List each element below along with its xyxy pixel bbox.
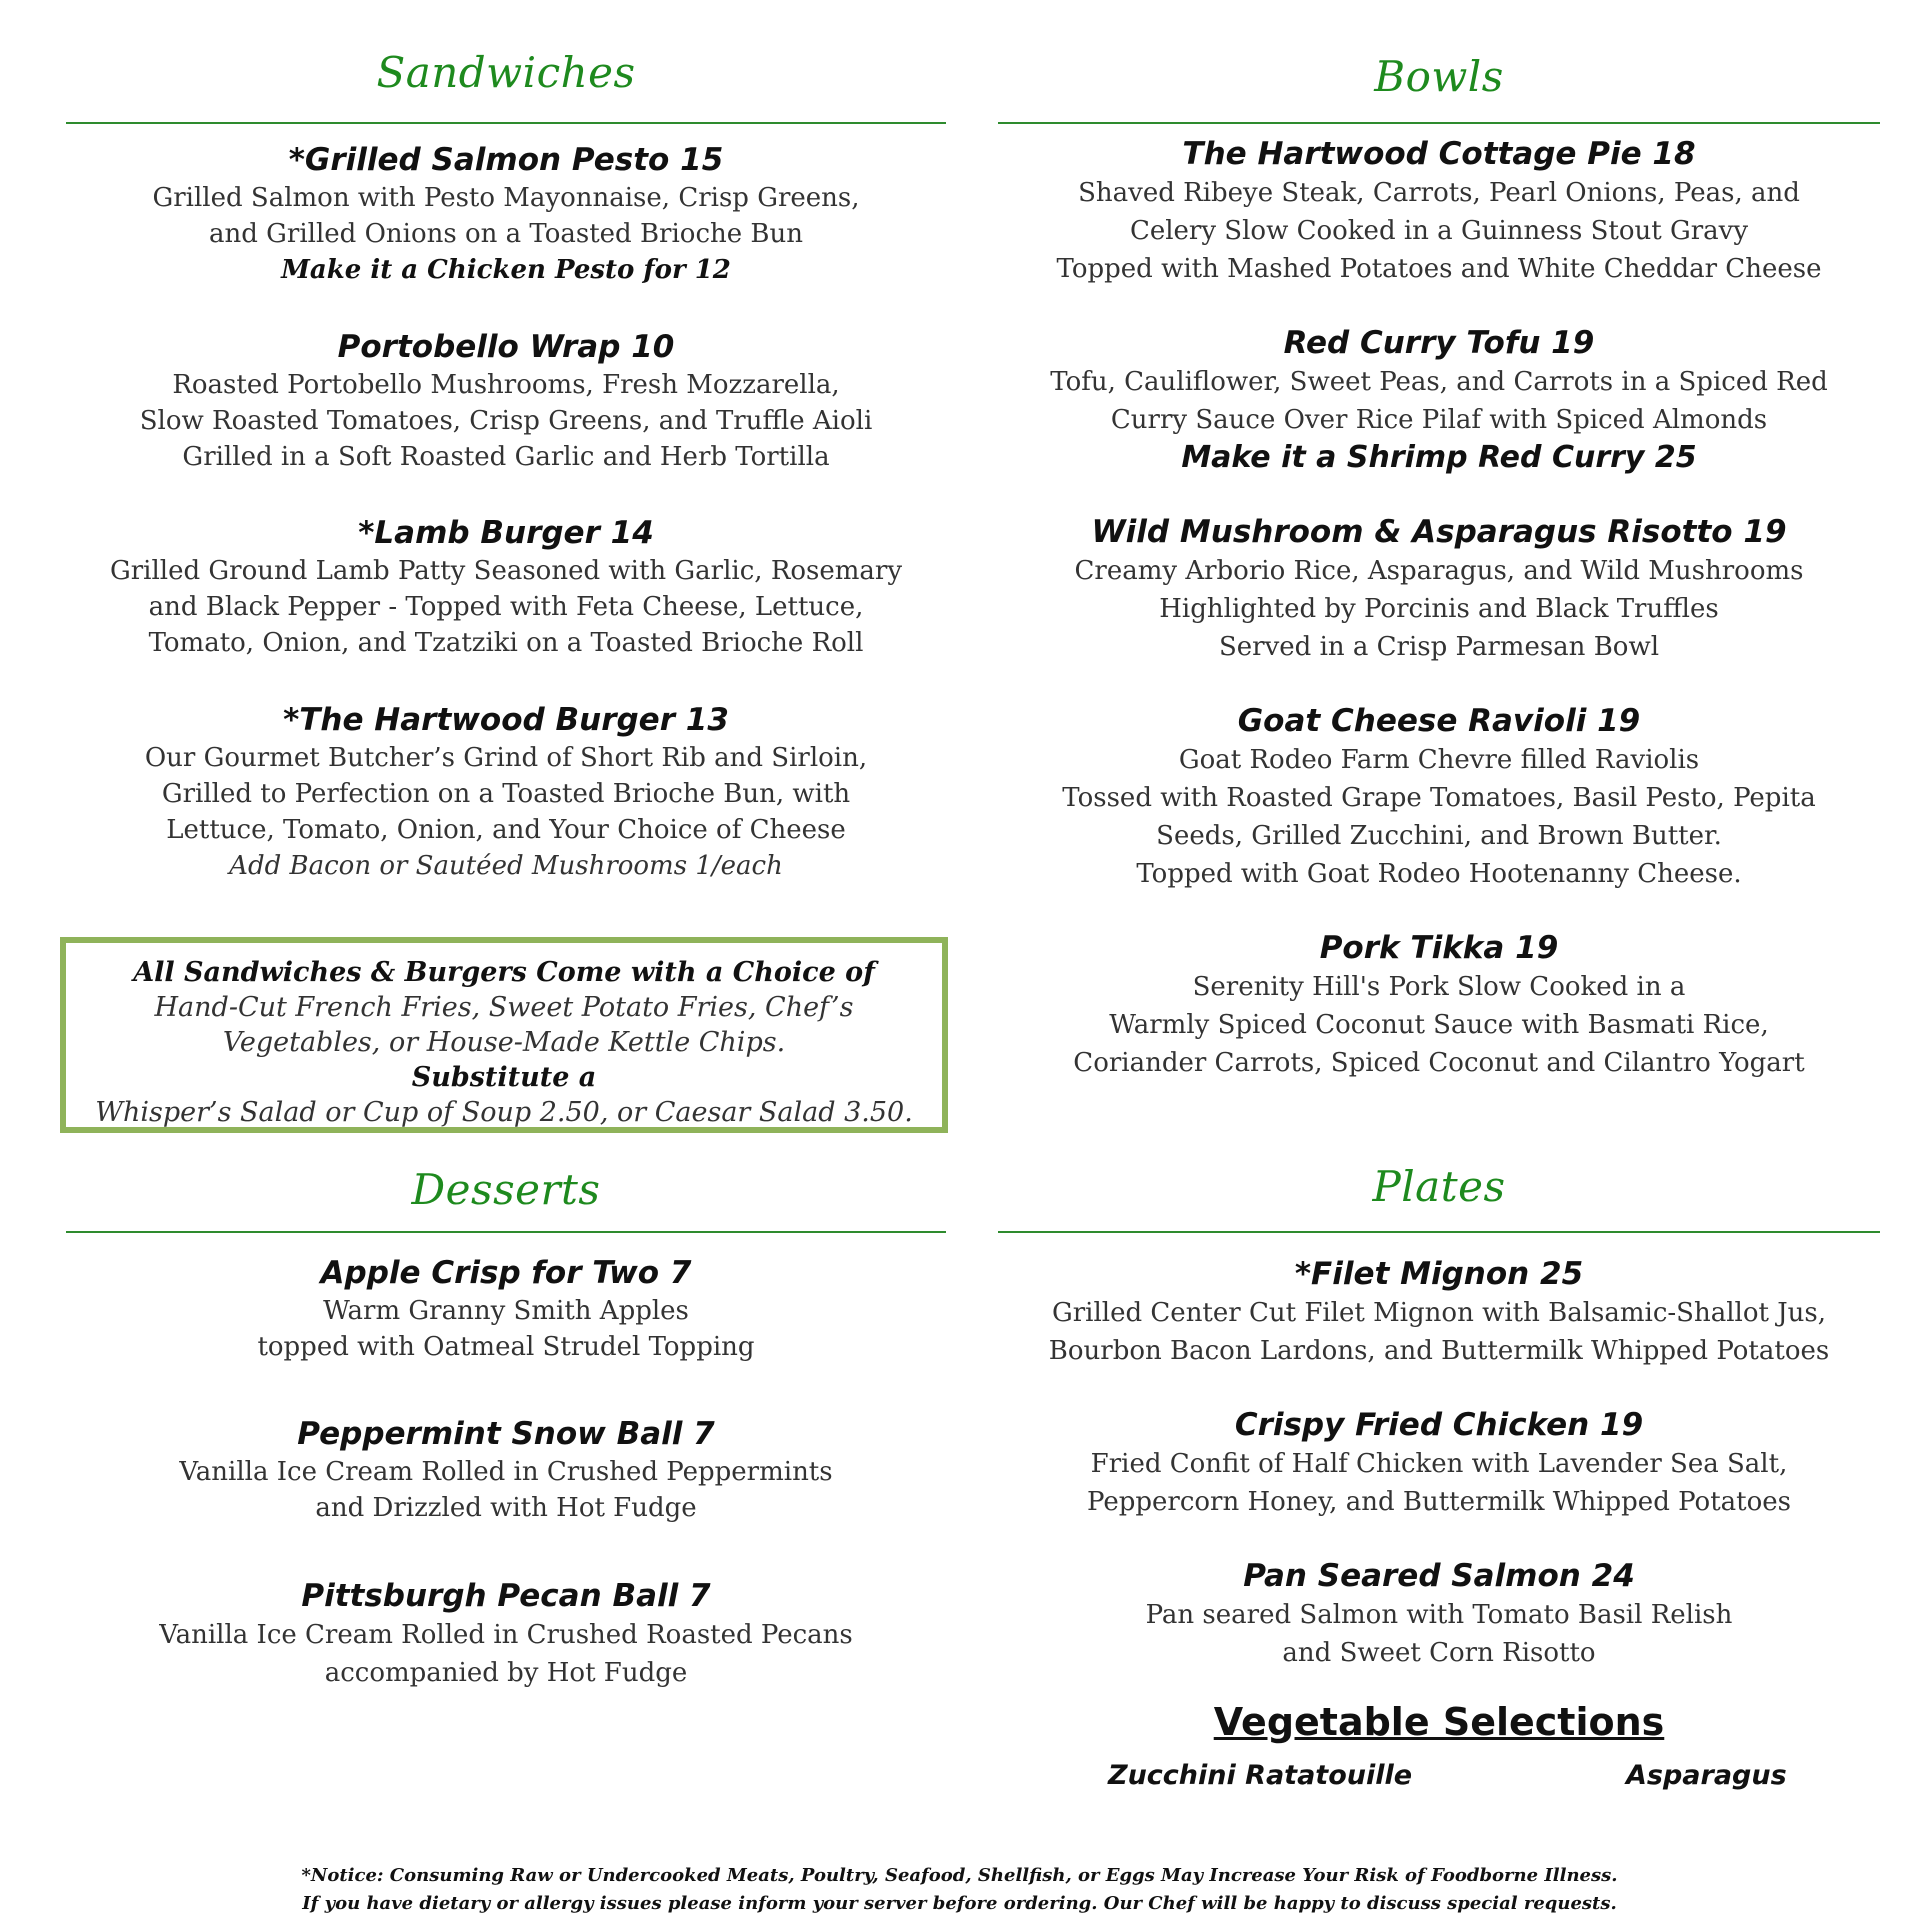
item-description: Tofu, Cauliflower, Sweet Peas, and Carrots in a Spiced Red Curry Sauce Over Rice Pilaf with Spiced Almonds (1050, 367, 1828, 435)
item-description: Fried Confit of Half Chicken with Lavender Sea Salt, Peppercorn Honey, and Buttermilk Whipped Potatoes (1087, 1449, 1791, 1517)
sides-substitute: Substitute a (411, 1062, 597, 1093)
item-description: Warm Granny Smith Apples topped with Oatmeal Strudel Topping (257, 1296, 755, 1362)
vegetable-selections-title: Vegetable Selections (1213, 1700, 1665, 1744)
allergy-notice (0, 1862, 1919, 1918)
item-name: Portobello Wrap 10 (337, 329, 675, 365)
bowls-title: Bowls (1374, 52, 1504, 101)
sides-text: Whisper’s Salad or Cup of Soup 2.50, or Caesar Salad 3.50. (95, 1097, 913, 1128)
item-description: Grilled Ground Lamb Patty Seasoned with Garlic, Rosemary and Black Pepper - Topped with Feta Cheese, Lettuce, Tomato, Onion, and Tzatziki on a Toasted Brioche Roll (109, 556, 903, 658)
item-name: The Hartwood Cottage Pie 18 (1182, 136, 1696, 172)
item-option: Make it a Shrimp Red Curry 25 (1181, 440, 1697, 475)
item-description: Creamy Arborio Rice, Asparagus, and Wild Mushrooms Highlighted by Porcinis and Black Truffles Served in a Crisp Parmesan Bowl (1074, 556, 1804, 662)
sides-text: Vegetables, or House-Made Kettle Chips. (222, 1027, 786, 1058)
sides-text: Hand-Cut French Fries, Sweet Potato Fries, Chef’s (154, 992, 854, 1023)
item-description: Grilled Salmon with Pesto Mayonnaise, Crisp Greens, and Grilled Onions on a Toasted Brioche Bun (152, 183, 860, 249)
item-description: Pan seared Salmon with Tomato Basil Relish and Sweet Corn Risotto (1145, 1600, 1733, 1668)
item-name: Crispy Fried Chicken 19 (1234, 1407, 1644, 1443)
item-description: Vanilla Ice Cream Rolled in Crushed Roasted Pecans accompanied by Hot Fudge (159, 1620, 853, 1688)
desserts-title: Desserts (411, 1165, 601, 1214)
item-name: Apple Crisp for Two 7 (320, 1255, 692, 1291)
notice-line: If you have dietary or allergy issues please inform your server before ordering. Our Chef will be happy to discuss special requests. (302, 1893, 1617, 1914)
sides-heading: All Sandwiches & Burgers Come with a Choice of (133, 957, 875, 988)
item-option: Make it a Chicken Pesto for 12 (281, 255, 731, 285)
item-description: Goat Rodeo Farm Chevre filled Raviolis Tossed with Roasted Grape Tomatoes, Basil Pesto, Pepita Seeds, Grilled Zucchini, and Brown Butter. Topped with Goat Rodeo Hootenanny Cheese. (1062, 745, 1816, 889)
item-description: Shaved Ribeye Steak, Carrots, Pearl Onions, Peas, and Celery Slow Cooked in a Guinness Stout Gravy Topped with Mashed Potatoes and White Cheddar Cheese (1056, 178, 1822, 284)
menu-item (998, 1405, 1880, 1521)
item-name: Pork Tikka 19 (1319, 930, 1559, 966)
item-description: Serenity Hill's Pork Slow Cooked in a Warmly Spiced Coconut Sauce with Basmati Rice, Coriander Carrots, Spiced Coconut and Cilantro Yogart (1073, 972, 1805, 1078)
item-name: Wild Mushroom & Asparagus Risotto 19 (1091, 514, 1787, 550)
menu-item (66, 1414, 946, 1526)
menu-item (998, 1254, 1880, 1370)
menu-item (66, 1576, 946, 1692)
plates-title: Plates (1372, 1162, 1506, 1211)
item-description: Vanilla Ice Cream Rolled in Crushed Peppermints and Drizzled with Hot Fudge (179, 1457, 833, 1523)
notice-line: *Notice: Consuming Raw or Undercooked Meats, Poultry, Seafood, Shellfish, or Eggs May Increase Your Risk of Foodborne Illness. (301, 1865, 1618, 1886)
vegetable-item: Zucchini Ratatouille (1108, 1760, 1413, 1791)
desserts-column (66, 0, 946, 1919)
item-name: *Grilled Salmon Pesto 15 (288, 142, 724, 178)
menu-item (66, 1253, 946, 1365)
item-name: *Lamb Burger 14 (358, 515, 654, 551)
item-name: Goat Cheese Ravioli 19 (1237, 703, 1641, 739)
item-description: Our Gourmet Butcher’s Grind of Short Rib and Sirloin, Grilled to Perfection on a Toasted Brioche Bun, with Lettuce, Tomato, Onion, and Your Choice of Cheese (144, 743, 868, 845)
vegetable-item: Asparagus (1626, 1760, 1787, 1791)
item-description: Grilled Center Cut Filet Mignon with Balsamic-Shallot Jus, Bourbon Bacon Lardons, and Buttermilk Whipped Potatoes (1048, 1298, 1830, 1366)
item-name: *The Hartwood Burger 13 (283, 702, 729, 738)
item-name: Peppermint Snow Ball 7 (297, 1416, 715, 1452)
plates-column (998, 0, 1880, 1919)
item-name: Red Curry Tofu 19 (1283, 325, 1595, 361)
sandwiches-title: Sandwiches (376, 48, 636, 97)
item-name: Pittsburgh Pecan Ball 7 (301, 1578, 711, 1614)
item-name: Pan Seared Salmon 24 (1243, 1558, 1635, 1594)
item-addon: Add Bacon or Sautéed Mushrooms 1/each (229, 851, 783, 881)
menu-item (998, 1556, 1880, 1672)
item-name: *Filet Mignon 25 (1294, 1256, 1584, 1292)
item-description: Roasted Portobello Mushrooms, Fresh Mozzarella, Slow Roasted Tomatoes, Crisp Greens, and Truffle Aioli Grilled in a Soft Roasted Garlic and Herb Tortilla (139, 370, 873, 472)
